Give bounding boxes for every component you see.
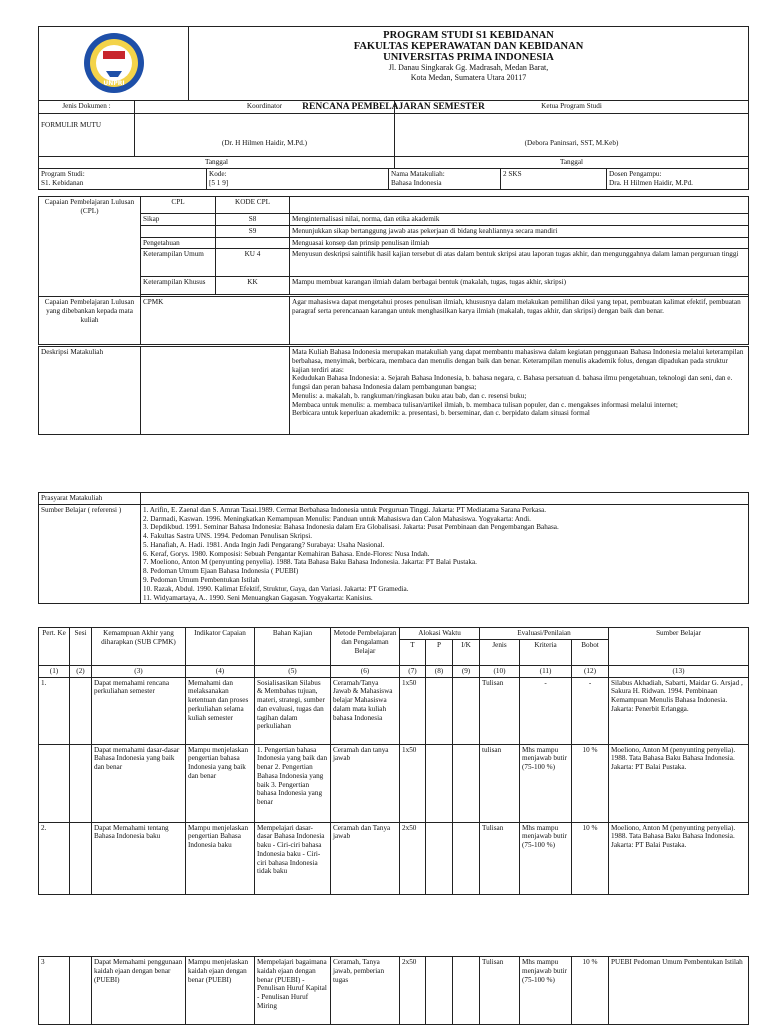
cell-pert: 2. (39, 822, 70, 894)
matkul-label: Nama Matakuliah: (391, 170, 445, 178)
ref-item: 10. Razak, Abdul. 1990. Kalimat Efektif, Struktur, Gaya, dan Variasi. Jakarta: PT Gramedia. (143, 584, 409, 593)
col-number: (6) (331, 665, 400, 677)
cpl-cat-ku: Keterampilan Umum (141, 249, 216, 277)
sumber-label: Sumber Belajar ( referensi ) (39, 504, 141, 604)
cell-jenis: Tulisan (480, 677, 520, 744)
hdr-p: P (426, 639, 453, 665)
cell-bobot: 10 % (572, 822, 609, 894)
cpl-cat-pengetahuan: Pengetahuan (141, 237, 216, 249)
koordinator-name: (Dr. H Hilmen Haidir, M.Pd.) (221, 138, 308, 147)
prodi-label: Program Studi: (41, 170, 85, 178)
cpl-desc-pengetahuan: Menguasai konsep dan prinsip penulisan ilmiah (290, 237, 749, 249)
cpl-desc-kk: Mampu membuat karangan ilmiah dalam berbagai bentuk (makalah, tugas, tugas akhir, skripsi) (290, 277, 749, 295)
col-number: (9) (453, 665, 480, 677)
prasyarat-label: Prasyarat Matakuliah (39, 493, 141, 505)
course-info-table (38, 168, 749, 190)
cpl-kode-pengetahuan (216, 237, 290, 249)
logo-cell (39, 27, 189, 101)
col-number: (4) (186, 665, 255, 677)
cpl-kode-s9: S9 (216, 225, 290, 237)
tanggal-right: Tanggal (395, 157, 749, 169)
institution-header (189, 27, 749, 101)
col-number: (12) (572, 665, 609, 677)
hdr-jenis: Jenis (480, 639, 520, 665)
sks-cell (501, 169, 607, 190)
rps-title: RENCANA PEMBELAJARAN SEMESTER (39, 101, 749, 114)
hdr-indikator: Indikator Capaian (186, 628, 255, 666)
cell-ik (453, 957, 480, 1025)
table-row (39, 957, 749, 1025)
cell-sumber: Moeliono, Anton M (penyunting penyelia). 1988. Tata Bahasa Baku Bahasa Indonesia. Jakarta: PT Balai Pustaka. (609, 822, 749, 894)
kaprodi-label: Ketua Program Studi (541, 102, 602, 110)
referensi-list (141, 504, 749, 604)
jenis-dokumen-cell (39, 101, 135, 157)
col-number: (8) (426, 665, 453, 677)
cell-p (426, 677, 453, 744)
cell-t: 1x50 (400, 677, 426, 744)
cell-p (426, 822, 453, 894)
address-line-2: Kota Medan, Sumatera Utara 20117 (410, 72, 527, 82)
cell-ik (453, 822, 480, 894)
deskripsi-label: Deskripsi Matakuliah (39, 347, 141, 435)
hdr-bobot: Bobot (572, 639, 609, 665)
ref-item: 5. Hanafiah, A. Hadi. 1981. Anda Ingin Jadi Pengarang? Surabaya: Usaha Nasional. (143, 540, 385, 549)
cell-bobot: 10 % (572, 744, 609, 822)
cpmk-desc: Agar mahasiswa dapat mengetahui proses penulisan ilmiah, khususnya dalam melakukan pemilihan diksi yang tepat, pembuatan kalimat efektif, pembuatan paragraf serta perencanaan karangan untuk menghasilkan karya ilmiah (makalah, tugas akhir, dan skripsi) dengan baik dan benar. (290, 297, 749, 345)
cpl-kode-s8: S8 (216, 214, 290, 226)
cell-kemampuan: Dapat memahami dasar-dasar Bahasa Indonesia yang baik dan benar (92, 744, 186, 822)
cpl-desc-ku4: Menyusun deskripsi saintifik hasil kajian tersebut di atas dalam bentuk skripsi atau laporan tugas akhir, dan mengunggahnya dalam laman perguruan tinggi (290, 249, 749, 277)
cpl-cat-sikap: Sikap (141, 214, 216, 226)
hdr-sesi: Sesi (70, 628, 92, 666)
ref-item: 7. Moeliono, Anton M (penyunting penyelia). 1988. Tata Bahasa Baku Bahasa Indonesia. Jakarta: PT Balai Pustaka. (143, 558, 477, 567)
cell-bahan: 1. Pengertian bahasa Indonesia yang baik dan benar 2. Pengertian Bahasa Indonesia yang baik 3. Pengertian bahasa Indonesia yang benar (255, 744, 331, 822)
deskripsi-line-1: Mata Kuliah Bahasa Indonesia merupakan matakuliah yang dapat membantu mahasiswa dalam kegiatan penggunaan Bahasa Indonesia melalui keterampilan berbahasa, menyimak, berbicara, membaca dan menulis dengan baik dan benar. Keterampilan menulis akademik folus, dengan dipadukan pada struktur kajian terdiri atas: (292, 348, 744, 374)
cell-indikator: Mampu menjelaskan pengertian Bahasa Indonesia baku (186, 822, 255, 894)
plan-table (38, 627, 749, 895)
header-line-1: PROGRAM STUDI S1 KEBIDANAN (383, 30, 554, 41)
koordinator-label: Koordinator (246, 102, 283, 110)
cell-kemampuan: Dapat memahami rencana perkuliahan semester (92, 677, 186, 744)
cell-sumber: PUEBI Pedoman Umum Pembentukan Istilah (609, 957, 749, 1025)
cpl-desc-s8: Menginternalisasi nilai, norma, dan etika akademik (290, 214, 749, 226)
dosen-label: Dosen Pengampu: (609, 170, 662, 178)
deskripsi-line-2: Kedudukan Bahasa Indonesia: a. Sejarah Bahasa Indonesia, b. bahasa negara, c. Bahasa persatuan d. bahasa ilmu pengetahuan, teknologi dan seni, dan e. fungsi dan peran bahasa Indonesia dalam pembangunan bangsa; (292, 374, 733, 392)
table-row (39, 744, 749, 822)
cell-jenis: tulisan (480, 744, 520, 822)
cpl-col-header: CPL (141, 197, 216, 214)
cell-p (426, 957, 453, 1025)
cell-sesi (70, 677, 92, 744)
deskripsi-line-4: Membaca untuk menulis: a. membaca tulisan/artikel ilmiah, b. membaca tulisan populer, dan c. mengakses informasi melalui internet; (292, 400, 678, 409)
matkul-value: Bahasa Indonesia (391, 178, 442, 187)
cell-sesi (70, 822, 92, 894)
ref-item: 9. Pedoman Umum Pembentukan Istilah (143, 576, 260, 585)
kode-cell (207, 169, 389, 190)
doc-info-table (38, 100, 749, 169)
col-number: (5) (255, 665, 331, 677)
cpl-desc-header (290, 197, 749, 214)
hdr-bahan: Bahan Kajian (255, 628, 331, 666)
plan-table-continued (38, 956, 749, 1025)
col-number: (13) (609, 665, 749, 677)
hdr-evaluasi: Evaluasi/Penilaian (480, 628, 609, 640)
cell-metode: Ceramah, Tanya jawab, pemberian tugas (331, 957, 400, 1025)
cpmk-table (38, 296, 749, 345)
sks-value: 2 SKS (503, 170, 522, 178)
ref-item: 8. Pedoman Umum Ejaan Bahasa Indonesia ( PUEBI) (143, 567, 299, 576)
cpl-section-label: Capaian Pembelajaran Lulusan (CPL) (39, 197, 141, 297)
cell-indikator: Mampu menjelaskan kaidah ejaan dengan benar (PUEBI) (186, 957, 255, 1025)
hdr-sumber: Sumber Belajar (609, 628, 749, 666)
cell-sesi (70, 957, 92, 1025)
cell-pert: 1. (39, 677, 70, 744)
referensi-table (38, 492, 749, 604)
cell-ik (453, 744, 480, 822)
kode-label: Kode: (209, 170, 227, 178)
cell-t: 2x50 (400, 957, 426, 1025)
cell-kemampuan: Dapat Memahami penggunaan kaidah ejaan dengan benar (PUEBI) (92, 957, 186, 1025)
cell-metode: Ceramah dan Tanya jawab (331, 822, 400, 894)
col-number: (7) (400, 665, 426, 677)
cpmk-code: CPMK (141, 297, 290, 345)
dosen-cell (607, 169, 749, 190)
cell-sumber: Moeliono, Anton M (penyunting penyelia). 1988. Tata Bahasa Baku Bahasa Indonesia. Jakarta: PT Balai Pustaka. (609, 744, 749, 822)
hdr-kriteria: Kriteria (520, 639, 572, 665)
kode-value: [5 1 9] (209, 178, 229, 187)
university-logo-icon (82, 31, 146, 95)
cell-t: 2x50 (400, 822, 426, 894)
cpl-kode-kk: KK (216, 277, 290, 295)
deskripsi-content (290, 347, 749, 435)
cpl-table (38, 196, 749, 297)
cell-kriteria: Mhs mampu menjawab butir (75-100 %) (520, 744, 572, 822)
cell-indikator: Mampu menjelaskan pengertian bahasa Indonesia yang baik dan benar (186, 744, 255, 822)
cell-jenis: Tulisan (480, 822, 520, 894)
header-line-2: FAKULTAS KEPERAWATAN DAN KEBIDANAN (353, 41, 584, 53)
cell-bahan: Mempelajari dasar-dasar Bahasa Indonesia baku - Ciri-ciri bahasa Indonesia baku - Ciri-ciri bahasa Indonesia tidak baku (255, 822, 331, 894)
cell-pert: 3 (39, 957, 70, 1025)
cell-metode: Ceramah dan tanya jawab (331, 744, 400, 822)
table-row (39, 677, 749, 744)
cell-kriteria: Mhs mampu menjawab butir (75-100 %) (520, 822, 572, 894)
jenis-value: FORMULIR MUTU (41, 120, 102, 129)
cell-ik (453, 677, 480, 744)
matkul-cell (389, 169, 501, 190)
deskripsi-blank (141, 347, 290, 435)
deskripsi-line-3: Menulis: a. makalah, b. rangkuman/ringkasan buku atau bab, dan c. resensi buku; (292, 391, 527, 400)
address-line-1: Jl. Danau Singkarak Gg. Madrasah, Medan Barat, (388, 63, 549, 73)
cell-kriteria: Mhs mampu menjawab butir (75-100 %) (520, 957, 572, 1025)
kaprodi-cell (395, 101, 749, 157)
cell-metode: Ceramah/Tanya Jawab & Mahasiswa belajar Mahasiswa dalam mata kuliah bahasa Indonesia (331, 677, 400, 744)
cell-kemampuan: Dapat Memahami tentang Bahasa Indonesia baku (92, 822, 186, 894)
logo-text: UNPRI (103, 80, 125, 87)
cpl-cat-kk: Keterampilan Khusus (141, 277, 216, 295)
col-number: (2) (70, 665, 92, 677)
prodi-value: S1. Kebidanan (41, 178, 84, 187)
tanggal-left: Tanggal (39, 157, 395, 169)
ref-item: 3. Depdikbud. 1991. Seminar Bahasa Indonesia: Bahasa Indonesia dalam Era Globalisasi. Jakarta: Pusat Pembinaan dan Pengembangan Bahasa. (143, 523, 559, 532)
kode-cpl-col-header: KODE CPL (216, 197, 290, 214)
hdr-t: T (400, 639, 426, 665)
hdr-kemampuan: Kemampuan Akhir yang diharapkan (SUB CPMK) (92, 628, 186, 666)
cell-sumber: Silabus Akhadiah, Sabarti, Maidar G. Arsjad , Sakura H. Ridwan. 1994. Pembinaan Kemampuan Menulis Bahasa Indonesia. Jakarta: Penerbit Erlangga. (609, 677, 749, 744)
prodi-cell (39, 169, 207, 190)
deskripsi-table (38, 346, 749, 435)
cell-p (426, 744, 453, 822)
cell-jenis: Tulisan (480, 957, 520, 1025)
dosen-value: Dra. H Hilmen Haidir, M.Pd. (609, 178, 693, 187)
ref-item: 1. Arifin, E. Zaenal dan S. Amran Tasai.1989. Cermat Berbahasa Indonesia untuk Perguruan Tinggi. Jakarta: PT Mediatama Sarana Perkasa. (143, 505, 547, 514)
ref-item: 6. Keraf, Gorys. 1980. Komposisi: Sebuah Pengantar Kemahiran Bahasa. Ende-Flores: Nusa Indah. (143, 549, 430, 558)
kaprodi-name: (Debora Paninsari, SST, M.Keb) (524, 138, 619, 147)
cpmk-label: Capaian Pembelajaran Lulusan yang dibebankan kepada mata kuliah (39, 297, 141, 345)
header-line-3: UNIVERSITAS PRIMA INDONESIA (383, 52, 554, 64)
cell-bahan: Mempelajari bagaimana kaidah ejaan dengan benar (PUEBI) - Penulisan Huruf Kapital - Penulisan Huruf Miring (255, 957, 331, 1025)
ref-item: 4. Fakultas Sastra UNS. 1994. Pedoman Penulisan Skripsi. (143, 532, 313, 541)
koordinator-cell (135, 101, 395, 157)
cell-sesi (70, 744, 92, 822)
col-number: (11) (520, 665, 572, 677)
cell-bahan: Sosialisasikan Silabus & Membahas tujuan, materi, strategi, sumber dan evaluasi, tugas dan tagihan dalam perkuliahan (255, 677, 331, 744)
col-number: (3) (92, 665, 186, 677)
cpl-cat-blank (141, 225, 216, 237)
col-number: (10) (480, 665, 520, 677)
hdr-metode: Metode Pembelajaran dan Pengalaman Belajar (331, 628, 400, 666)
col-number: (1) (39, 665, 70, 677)
hdr-ik: I/K (453, 639, 480, 665)
deskripsi-line-5: Berbicara untuk keperluan akademik: a. presentasi, b. berseminar, dan c. berpidato dalam situasi formal (292, 409, 590, 418)
cell-kriteria: - (520, 677, 572, 744)
prasyarat-value (141, 493, 749, 505)
ref-item: 11. Widyamartaya, A.. 1990. Seni Menuangkan Gagasan. Yogyakarta: Kanisius. (143, 593, 373, 602)
ref-item: 2. Darmadi, Kaswan. 1996. Meningkatkan Kemampuan Menulis: Panduan untuk Mahasiswa dan Calon Mahasiswa. Yogyakarta: Andi. (143, 514, 531, 523)
cpl-desc-s9: Menunjukkan sikap bertanggung jawab atas pekerjaan di bidang keahliannya secara mandiri (290, 225, 749, 237)
cell-bobot: - (572, 677, 609, 744)
cpl-kode-ku4: KU 4 (216, 249, 290, 277)
table-row (39, 822, 749, 894)
cell-pert (39, 744, 70, 822)
hdr-alokasi: Alokasi Waktu (400, 628, 480, 640)
cell-indikator: Memahami dan melaksanakan ketentuan dan proses perkuliahan selama kuliah semester (186, 677, 255, 744)
hdr-pert: Pert. Ke (39, 628, 70, 666)
cell-bobot: 10 % (572, 957, 609, 1025)
jenis-label: Jenis Dokumen : (62, 102, 111, 110)
cell-t: 1x50 (400, 744, 426, 822)
